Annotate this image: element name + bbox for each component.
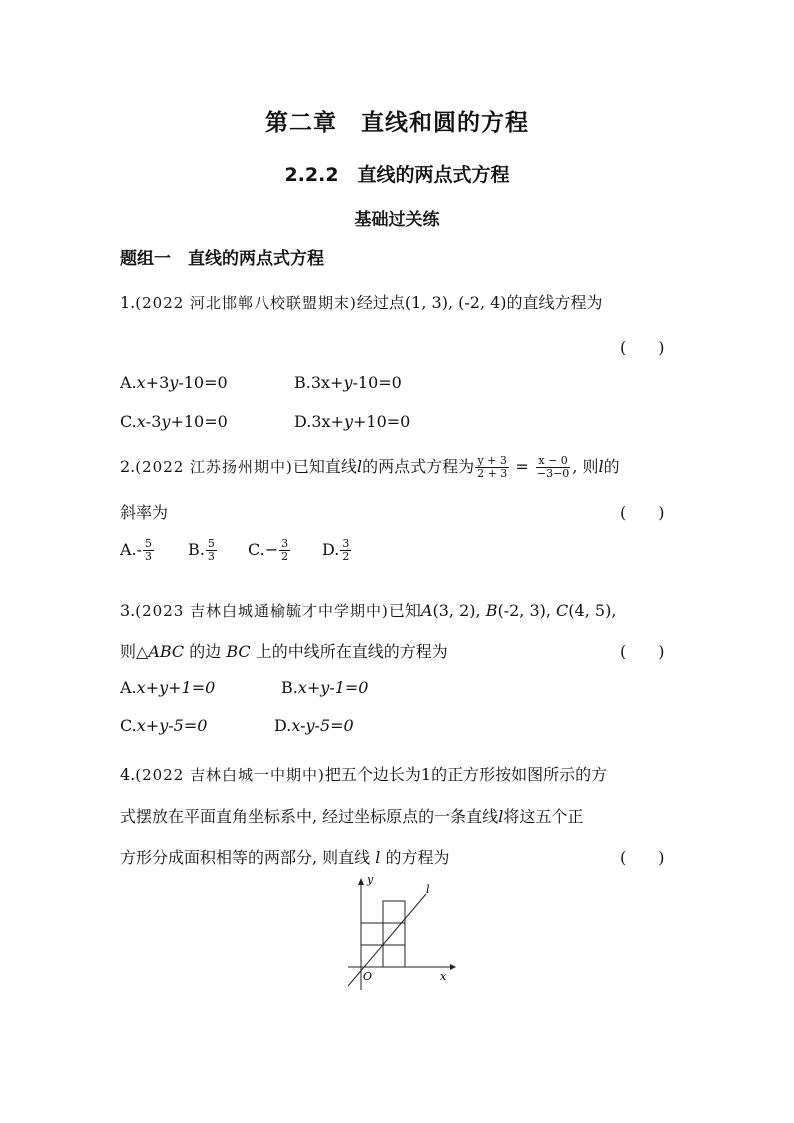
question-source: (2023 吉林白城通榆毓才中学期中) <box>135 602 389 620</box>
x-axis-label: x <box>440 970 447 983</box>
question-4: 4.(2022 吉林白城一中期中)把五个边长为1的正方形按如图所示的方 <box>120 765 608 784</box>
question-source: (2022 吉林白城一中期中) <box>135 766 325 784</box>
question-number: 2. <box>120 457 136 476</box>
q2-option-a: A.- $\frac{5}{3}$ <box>120 537 153 563</box>
y-axis-arrow <box>358 878 364 885</box>
unit-square <box>383 901 405 923</box>
y-axis-label: y <box>367 873 374 886</box>
line-l-label: l <box>426 883 430 896</box>
answer-paren: ( ) <box>620 642 665 661</box>
question-number: 1. <box>120 293 136 312</box>
question-source: (2022 江苏扬州期中) <box>135 458 293 476</box>
question-2-line2: 斜率为 <box>120 503 169 522</box>
fraction: $\frac{x - 0}{-3-0}$ <box>536 454 570 480</box>
squares-figure <box>340 872 460 992</box>
q1-option-d: D.3x+y+10=0 <box>294 412 411 431</box>
q3-option-d: D.x-y-5=0 <box>274 716 354 735</box>
q1-option-a: A.x+3y-10=0 <box>120 373 228 392</box>
q3-option-b: B.x+y-1=0 <box>281 678 369 697</box>
question-number: 3. <box>120 601 136 620</box>
chapter-title: 第二章 直线和圆的方程 <box>265 110 529 136</box>
q2-option-d: D. $\frac{3}{2}$ <box>322 537 350 563</box>
answer-paren: ( ) <box>620 338 665 357</box>
question-2: 2.(2022 江苏扬州期中)已知直线l的两点式方程为 $\frac{y + 3}{2 + 3}$ = $\frac{x - 0}{-3-0}$ , 则l的 <box>120 454 620 480</box>
question-text: 经过点(1, 3), (-2, 4)的直线方程为 <box>356 293 603 312</box>
group-title: 题组一 直线的两点式方程 <box>120 249 324 269</box>
question-1 <box>120 290 603 313</box>
line-l <box>348 894 426 986</box>
question-source: (2022 河北邯郸八校联盟期末) <box>135 294 357 312</box>
q3-option-a: A.x+y+1=0 <box>120 678 216 697</box>
question-3: 3.(2023 吉林白城通榆毓才中学期中)已知A(3, 2), B(-2, 3), C(4, 5), <box>120 601 617 620</box>
answer-paren: ( ) <box>620 848 665 867</box>
answer-paren: ( ) <box>620 503 665 522</box>
question-number: 4. <box>120 765 136 784</box>
question-3-line2: 则△ABC 的边 BC 上的中线所在直线的方程为 <box>120 642 448 661</box>
section-title: 2.2.2 直线的两点式方程 <box>284 164 510 186</box>
question-4-line3: 方形分成面积相等的两部分, 则直线 l 的方程为 <box>120 848 450 867</box>
q1-option-c: C.x-3y+10=0 <box>120 412 228 431</box>
level-title: 基础过关练 <box>354 210 440 230</box>
q2-option-c: C.− $\frac{3}{2}$ <box>248 537 289 563</box>
x-axis-arrow <box>450 964 456 970</box>
fraction: $\frac{y + 3}{2 + 3}$ <box>477 454 508 480</box>
origin-label: O <box>363 970 373 983</box>
q3-option-c: C.x+y-5=0 <box>120 716 208 735</box>
question-4-line2: 式摆放在平面直角坐标系中, 经过坐标原点的一条直线l将这五个正 <box>120 807 584 826</box>
unit-square <box>383 945 405 967</box>
q2-option-b: B. $\frac{5}{3}$ <box>188 537 215 563</box>
unit-square <box>383 923 405 945</box>
q1-option-b: B.3x+y-10=0 <box>294 373 402 392</box>
unit-square <box>361 923 383 945</box>
